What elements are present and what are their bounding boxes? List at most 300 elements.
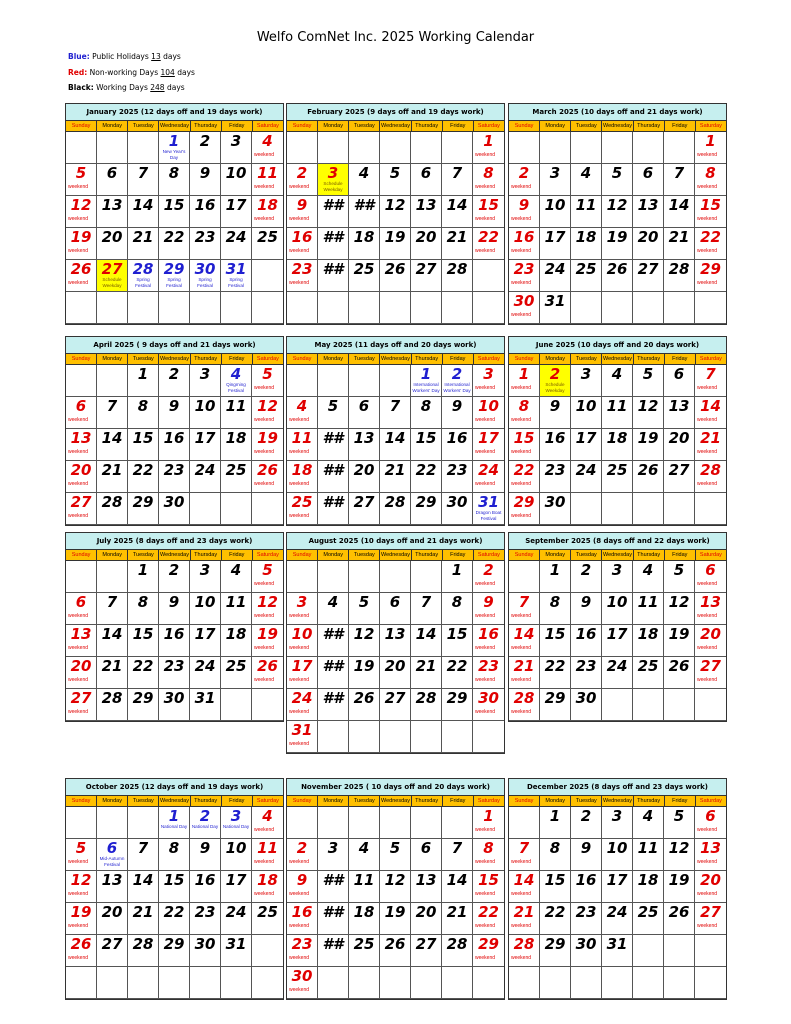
day-number: 11 — [637, 839, 659, 857]
weekend-label: weekend — [511, 955, 532, 961]
day-cell — [602, 292, 633, 324]
holiday-label: Spring Festival — [197, 277, 213, 288]
day-number: 22 — [544, 903, 566, 921]
day-number: 1 — [483, 132, 494, 150]
day-number: 3 — [611, 561, 623, 579]
day-number: 11 — [606, 397, 628, 415]
day-number: 2 — [296, 839, 308, 857]
day-number: 15 — [132, 429, 154, 447]
day-number: 20 — [353, 461, 375, 479]
weekday-label: Tuesday — [349, 796, 380, 807]
day-cell — [159, 871, 190, 903]
weekend-label: weekend — [68, 709, 89, 715]
day-cell — [318, 132, 349, 164]
weekend-label: weekend — [511, 613, 532, 619]
legend-unit: days — [160, 52, 181, 61]
day-cell — [695, 903, 726, 935]
weekday-label: Thursday — [412, 796, 443, 807]
day-cell — [66, 164, 97, 196]
weekend-label: weekend — [697, 184, 718, 190]
weekend-label: weekend — [289, 248, 310, 254]
day-cell — [695, 967, 726, 999]
day-cell — [633, 903, 664, 935]
weekday-label: Wednesday — [159, 121, 190, 132]
day-cell — [540, 132, 571, 164]
day-cell — [540, 903, 571, 935]
weekend-label: weekend — [697, 677, 718, 683]
day-cell — [571, 935, 602, 967]
day-number: 1 — [137, 365, 149, 383]
weekend-label: weekend — [254, 827, 275, 833]
day-cell — [380, 903, 411, 935]
day-cell — [571, 593, 602, 625]
day-cell — [252, 228, 283, 260]
day-cell — [349, 292, 380, 324]
day-cell — [602, 561, 633, 593]
month-calendar — [65, 336, 284, 526]
weekday-label: Sunday — [66, 354, 97, 365]
day-cell — [509, 689, 540, 721]
month-title: December 2025 (8 days off and 23 days work) — [509, 779, 726, 796]
day-cell — [540, 593, 571, 625]
day-cell — [97, 461, 128, 493]
weekend-label: weekend — [68, 859, 89, 865]
weekday-label: Monday — [318, 121, 349, 132]
day-number: 30 — [163, 493, 185, 511]
day-number: 3 — [611, 807, 623, 825]
legend-key: Blue: — [68, 52, 90, 61]
day-number: 7 — [420, 593, 432, 611]
day-cell — [442, 967, 473, 999]
weekend-label: weekend — [475, 891, 496, 897]
day-cell — [159, 397, 190, 429]
day-cell — [318, 935, 349, 967]
day-number: 20 — [415, 903, 437, 921]
day-number: 29 — [446, 689, 468, 707]
weekday-label: Tuesday — [349, 354, 380, 365]
day-number: 23 — [478, 657, 499, 675]
weekend-label: weekend — [511, 216, 532, 222]
day-cell — [540, 228, 571, 260]
schedule-label: Schedule Weekday — [545, 382, 565, 393]
day-cell — [252, 871, 283, 903]
day-cell — [411, 132, 442, 164]
day-cell — [571, 839, 602, 871]
weekday-header — [287, 550, 504, 561]
weekend-label: weekend — [289, 449, 310, 455]
day-cell — [349, 625, 380, 657]
weekday-label: Monday — [318, 550, 349, 561]
day-cell — [571, 397, 602, 429]
day-number: 5 — [611, 164, 623, 182]
legend-unit: days — [164, 83, 185, 92]
day-cell — [509, 967, 540, 999]
day-number: 29 — [415, 493, 437, 511]
day-cell — [190, 196, 221, 228]
day-number: ## — [322, 461, 344, 479]
day-number: 19 — [384, 903, 406, 921]
day-cell — [349, 871, 380, 903]
day-number: 5 — [389, 164, 401, 182]
weekday-label: Tuesday — [349, 121, 380, 132]
day-cell — [349, 967, 380, 999]
day-number: 3 — [483, 365, 494, 383]
day-cell — [695, 935, 726, 967]
day-cell — [287, 196, 318, 228]
day-number: 29 — [544, 935, 566, 953]
day-cell — [633, 807, 664, 839]
day-cell — [66, 292, 97, 324]
day-cell — [221, 839, 252, 871]
day-cell — [540, 365, 571, 397]
month-calendar — [65, 103, 284, 325]
day-cell — [287, 903, 318, 935]
day-number: 18 — [637, 625, 659, 643]
day-number: 2 — [580, 561, 592, 579]
day-number: 22 — [446, 657, 468, 675]
day-number: 21 — [446, 228, 468, 246]
day-grid — [287, 807, 504, 999]
day-cell — [380, 365, 411, 397]
day-number: 4 — [611, 365, 623, 383]
day-cell — [473, 196, 504, 228]
day-number: 9 — [518, 196, 530, 214]
day-number: 25 — [353, 260, 375, 278]
day-cell — [287, 260, 318, 292]
day-cell — [318, 839, 349, 871]
day-cell — [633, 196, 664, 228]
weekend-label: weekend — [68, 513, 89, 519]
weekday-header — [66, 796, 283, 807]
day-number: 26 — [637, 461, 659, 479]
day-cell — [66, 397, 97, 429]
weekday-label: Thursday — [191, 121, 222, 132]
day-number: 31 — [225, 935, 247, 953]
weekday-label: Sunday — [66, 796, 97, 807]
day-cell — [664, 625, 695, 657]
day-number: 28 — [101, 493, 123, 511]
month-calendar — [508, 336, 727, 526]
day-cell — [380, 689, 411, 721]
day-cell — [540, 461, 571, 493]
day-cell — [540, 260, 571, 292]
weekend-label: weekend — [697, 248, 718, 254]
day-number: 22 — [478, 228, 499, 246]
day-number: 17 — [225, 196, 247, 214]
day-number: 18 — [353, 903, 375, 921]
day-cell — [128, 871, 159, 903]
day-cell — [442, 164, 473, 196]
day-number: 31 — [606, 935, 628, 953]
day-number: 13 — [70, 429, 92, 447]
weekday-header — [287, 354, 504, 365]
day-number: 12 — [257, 593, 278, 611]
day-cell — [442, 196, 473, 228]
day-number: 14 — [101, 429, 123, 447]
weekend-label: weekend — [289, 741, 310, 747]
day-number: 3 — [296, 593, 308, 611]
day-number: 20 — [70, 657, 92, 675]
day-cell — [66, 461, 97, 493]
day-number: 17 — [575, 429, 597, 447]
day-number: 28 — [513, 689, 535, 707]
day-number: 31 — [225, 260, 247, 278]
day-number: ## — [353, 196, 375, 214]
day-cell — [190, 365, 221, 397]
day-cell — [571, 292, 602, 324]
day-number: 21 — [132, 903, 154, 921]
day-number: 15 — [163, 871, 185, 889]
day-cell — [221, 493, 252, 525]
day-cell — [318, 721, 349, 753]
day-cell — [473, 839, 504, 871]
day-cell — [473, 657, 504, 689]
day-cell — [190, 164, 221, 196]
day-number: ## — [322, 689, 344, 707]
day-cell — [221, 228, 252, 260]
day-cell — [287, 871, 318, 903]
weekend-label: weekend — [254, 385, 275, 391]
day-cell — [380, 935, 411, 967]
weekend-label: weekend — [68, 481, 89, 487]
day-cell — [252, 689, 283, 721]
day-cell — [221, 967, 252, 999]
weekday-label: Monday — [540, 550, 571, 561]
day-number: ## — [322, 260, 344, 278]
day-cell — [97, 164, 128, 196]
day-cell — [633, 689, 664, 721]
day-cell — [190, 967, 221, 999]
month-calendar — [65, 778, 284, 1000]
weekend-label: weekend — [475, 216, 496, 222]
day-number: 25 — [225, 657, 247, 675]
day-cell — [664, 196, 695, 228]
holiday-label: New Year's Day — [162, 149, 186, 160]
weekend-label: weekend — [289, 923, 310, 929]
day-number: 1 — [549, 807, 561, 825]
day-cell — [602, 657, 633, 689]
day-cell — [442, 935, 473, 967]
day-cell — [349, 196, 380, 228]
day-number: 30 — [291, 967, 313, 985]
weekday-label: Saturday — [253, 121, 283, 132]
day-cell — [664, 461, 695, 493]
weekend-label: weekend — [289, 859, 310, 865]
day-cell — [128, 260, 159, 292]
day-cell — [633, 839, 664, 871]
weekday-label: Tuesday — [571, 550, 602, 561]
day-number: 10 — [194, 397, 216, 415]
day-cell — [473, 365, 504, 397]
day-grid — [66, 132, 283, 324]
day-cell — [190, 935, 221, 967]
day-grid — [509, 561, 726, 721]
weekend-label: weekend — [289, 677, 310, 683]
day-number: 8 — [518, 397, 530, 415]
day-cell — [411, 292, 442, 324]
weekday-label: Monday — [318, 354, 349, 365]
day-cell — [509, 493, 540, 525]
day-number: 14 — [446, 196, 468, 214]
weekend-label: weekend — [475, 385, 496, 391]
month-calendar — [286, 778, 505, 1000]
day-number: 30 — [575, 935, 597, 953]
day-number: 1 — [168, 132, 180, 150]
day-number: 30 — [544, 493, 566, 511]
day-number: 12 — [257, 397, 278, 415]
legend-key: Black: — [68, 83, 94, 92]
weekend-label: weekend — [697, 417, 718, 423]
day-cell — [128, 292, 159, 324]
day-number: 14 — [101, 625, 123, 643]
day-number: 3 — [327, 164, 339, 182]
day-cell — [318, 260, 349, 292]
day-cell — [380, 721, 411, 753]
day-number: 6 — [705, 561, 716, 579]
day-number: 17 — [606, 871, 628, 889]
day-number: 7 — [137, 164, 149, 182]
weekend-label: weekend — [68, 248, 89, 254]
day-cell — [411, 689, 442, 721]
day-number: 12 — [668, 593, 690, 611]
day-cell — [97, 871, 128, 903]
weekday-label: Tuesday — [571, 354, 602, 365]
day-cell — [97, 657, 128, 689]
day-cell — [442, 871, 473, 903]
day-number: 13 — [384, 625, 406, 643]
day-number: 2 — [199, 807, 211, 825]
day-cell — [287, 429, 318, 461]
day-number: 19 — [70, 903, 92, 921]
weekday-label: Wednesday — [602, 121, 633, 132]
day-cell — [411, 839, 442, 871]
day-number: 11 — [257, 164, 278, 182]
month-title: March 2025 (10 days off and 21 days work) — [509, 104, 726, 121]
day-number: 14 — [132, 196, 154, 214]
day-cell — [695, 292, 726, 324]
day-number: 7 — [106, 397, 118, 415]
day-number: 15 — [446, 625, 468, 643]
day-number: 5 — [673, 561, 685, 579]
day-cell — [411, 196, 442, 228]
weekday-label: Monday — [97, 121, 128, 132]
weekday-label: Friday — [222, 354, 253, 365]
month-title: August 2025 (10 days off and 21 days work) — [287, 533, 504, 550]
day-number: 11 — [225, 593, 247, 611]
day-cell — [633, 461, 664, 493]
day-cell — [97, 935, 128, 967]
day-number: 9 — [199, 839, 211, 857]
day-number: 20 — [700, 871, 721, 889]
day-cell — [509, 292, 540, 324]
weekday-label: Sunday — [509, 796, 540, 807]
day-number: 10 — [225, 839, 247, 857]
day-cell — [349, 164, 380, 196]
day-number: 1 — [137, 561, 149, 579]
day-cell — [97, 593, 128, 625]
day-number: 9 — [549, 397, 561, 415]
day-cell — [633, 429, 664, 461]
day-cell — [411, 164, 442, 196]
day-cell — [602, 132, 633, 164]
day-number: 13 — [101, 196, 123, 214]
day-number: 18 — [637, 871, 659, 889]
day-cell — [97, 903, 128, 935]
day-number: 20 — [637, 228, 659, 246]
day-cell — [128, 839, 159, 871]
weekend-label: weekend — [289, 280, 310, 286]
weekend-label: weekend — [511, 923, 532, 929]
day-grid — [287, 365, 504, 525]
day-cell — [695, 689, 726, 721]
day-number: 7 — [518, 839, 530, 857]
weekday-header — [66, 121, 283, 132]
holiday-label: International Workers' Day — [412, 382, 440, 393]
day-cell — [287, 807, 318, 839]
day-number: 1 — [549, 561, 561, 579]
day-number: 21 — [101, 657, 123, 675]
day-cell — [221, 292, 252, 324]
day-cell — [349, 461, 380, 493]
day-cell — [411, 871, 442, 903]
day-number: 21 — [446, 903, 468, 921]
day-cell — [473, 593, 504, 625]
weekday-label: Tuesday — [349, 550, 380, 561]
day-cell — [633, 164, 664, 196]
day-cell — [128, 429, 159, 461]
day-cell — [602, 228, 633, 260]
day-number: 20 — [415, 228, 437, 246]
day-cell — [349, 903, 380, 935]
day-number: 20 — [700, 625, 721, 643]
day-number: 3 — [549, 164, 561, 182]
day-cell — [318, 196, 349, 228]
day-number: 13 — [700, 593, 721, 611]
weekend-label: weekend — [697, 891, 718, 897]
day-number: 10 — [606, 593, 628, 611]
day-cell — [159, 429, 190, 461]
legend-text: Non-working Days — [87, 68, 161, 77]
day-cell — [540, 493, 571, 525]
day-number: 9 — [168, 397, 180, 415]
holiday-label: Spring Festival — [166, 277, 182, 288]
weekday-label: Wednesday — [380, 121, 411, 132]
weekend-label: weekend — [289, 645, 310, 651]
weekend-label: weekend — [697, 216, 718, 222]
day-cell — [664, 903, 695, 935]
day-cell — [664, 493, 695, 525]
day-cell — [97, 397, 128, 429]
day-cell — [159, 657, 190, 689]
day-number: 8 — [451, 593, 463, 611]
day-number: 18 — [225, 625, 247, 643]
day-cell — [66, 196, 97, 228]
day-cell — [571, 260, 602, 292]
day-cell — [442, 721, 473, 753]
day-number: 10 — [478, 397, 499, 415]
day-number: 24 — [291, 689, 313, 707]
day-number: 6 — [420, 839, 432, 857]
weekday-label: Monday — [540, 121, 571, 132]
month-title: July 2025 (8 days off and 23 days work) — [66, 533, 283, 550]
day-number: 27 — [101, 260, 123, 278]
day-number: 15 — [544, 625, 566, 643]
day-number: 3 — [199, 365, 211, 383]
day-number: 23 — [575, 903, 597, 921]
day-cell — [473, 397, 504, 429]
day-number: 6 — [106, 164, 118, 182]
day-cell — [664, 657, 695, 689]
